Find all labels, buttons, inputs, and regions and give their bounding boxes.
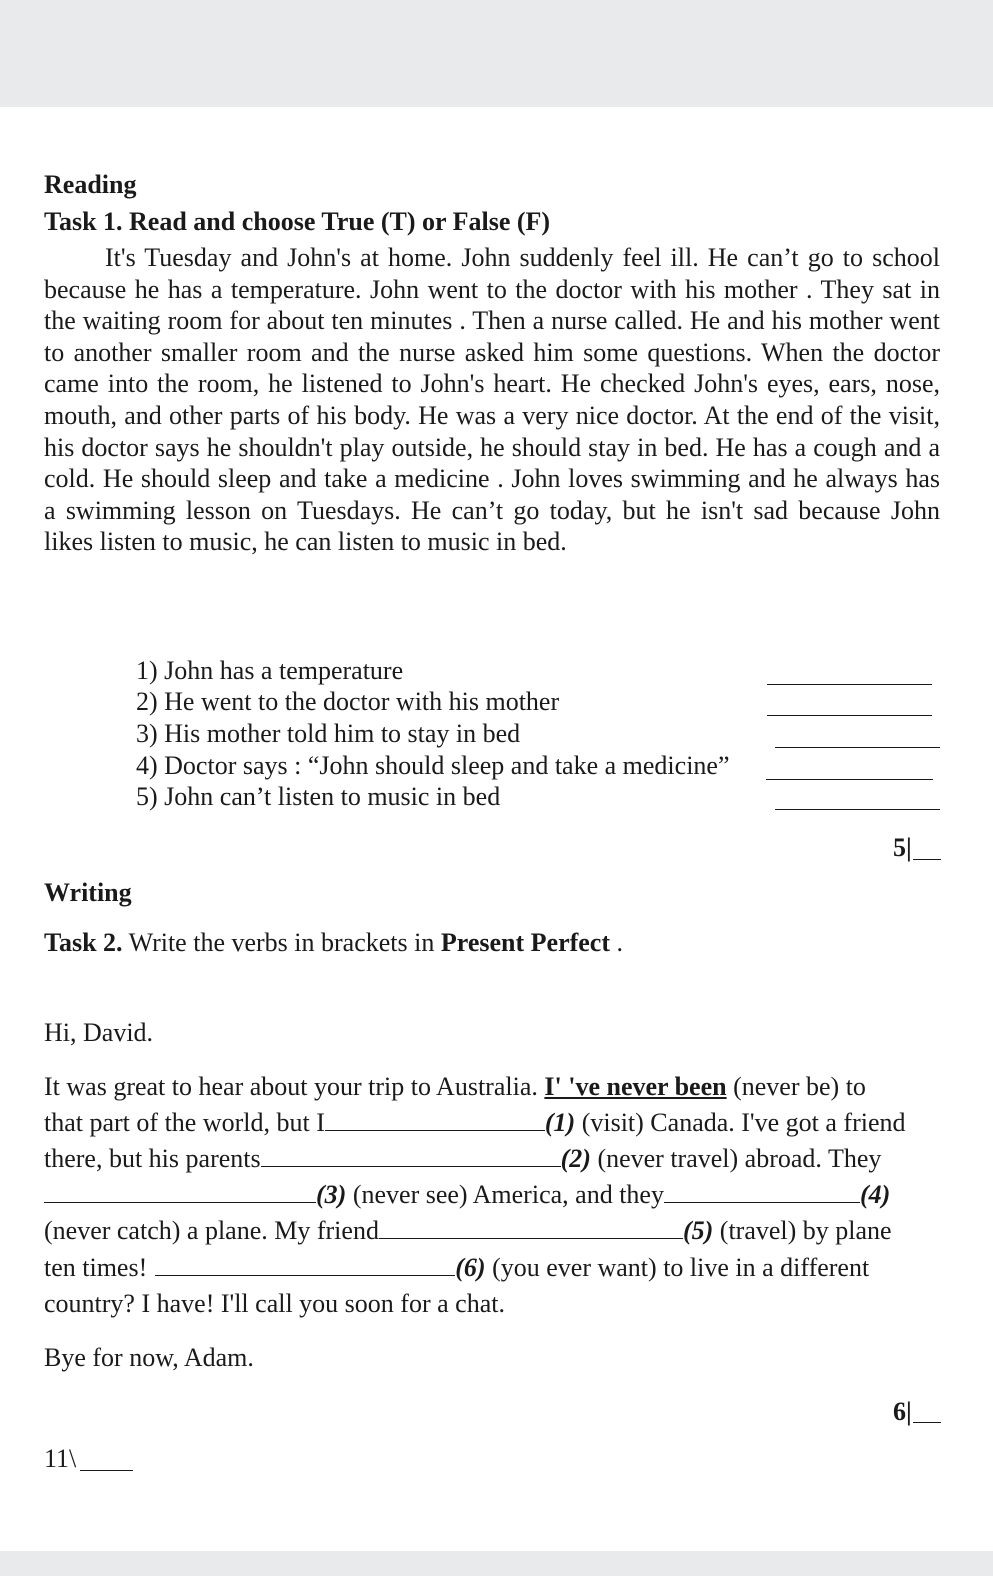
total-score-blank[interactable] xyxy=(80,1470,133,1471)
blank-number-6: (6) xyxy=(455,1253,486,1282)
letter-text: (never catch) a plane. My friend xyxy=(44,1216,379,1245)
letter-text: It was great to hear about your trip to Australia. xyxy=(44,1072,545,1101)
blank-2[interactable] xyxy=(261,1146,561,1167)
letter-text: (travel) by plane xyxy=(713,1216,892,1245)
blank-3[interactable] xyxy=(44,1182,316,1203)
task2-label: Task 2. xyxy=(44,928,123,957)
letter-text: (never travel) abroad. They xyxy=(590,1144,882,1173)
statement-1: 1) John has a temperature xyxy=(136,656,404,685)
statement-4: 4) Doctor says : “John should sleep and take a medicine” xyxy=(136,751,730,780)
writing-heading: Writing xyxy=(44,878,132,907)
blank-5[interactable] xyxy=(379,1218,683,1239)
task2-text: Write the verbs in brackets in xyxy=(122,928,441,957)
answer-line-2[interactable] xyxy=(767,715,932,716)
statement-5: 5) John can’t listen to music in bed xyxy=(136,782,501,811)
answer-line-3[interactable] xyxy=(775,747,940,748)
letter-line-1 xyxy=(44,1072,866,1102)
statement-3: 3) His mother told him to stay in bed xyxy=(136,719,521,748)
answer-line-5[interactable] xyxy=(775,809,940,810)
letter-line-7: country? I have! I'll call you soon for a chat. xyxy=(44,1289,505,1318)
answer-line-4[interactable] xyxy=(766,779,933,780)
top-toolbar-background xyxy=(0,0,993,107)
letter-text: (you ever want) to live in a different xyxy=(485,1253,870,1282)
task1-title: Task 1. Read and choose True (T) or False (F) xyxy=(44,207,551,236)
example-answer: I' 've never been xyxy=(544,1072,727,1101)
task2-instruction xyxy=(44,928,623,958)
writing-score-blank[interactable] xyxy=(913,1422,941,1423)
letter-text: that part of the world, but I xyxy=(44,1108,325,1137)
reading-score-blank[interactable] xyxy=(913,859,941,860)
reading-score: 5| xyxy=(893,833,912,862)
letter-line-2 xyxy=(44,1108,906,1138)
reading-passage: It's Tuesday and John's at home. John suddenly feel ill. He can’t go to school because he has a temperature. John went to the doctor with his mother . They sat in the waiting room for about ten minutes . Then a nurse called. He and his mother went to another smaller room and the nurse asked him some questions. When the doctor came into the room, he listened to John's heart. He checked John's eyes, ears, nose, mouth, and other parts of his body. He was a very nice doctor. At the end of the visit, his doctor says he shouldn't play outside, he should stay in bed. He has a cough and a cold. He should sleep and take a medicine . John loves swimming and he always has a swimming lesson on Tuesdays. He can’t go today, but he isn't sad because John likes listen to music, he can listen to music in bed. xyxy=(44,243,940,557)
blank-1[interactable] xyxy=(325,1110,545,1131)
blank-number-4: (4) xyxy=(859,1180,891,1209)
answer-line-1[interactable] xyxy=(767,684,932,685)
blank-4[interactable] xyxy=(664,1182,860,1203)
blank-6[interactable] xyxy=(155,1255,455,1276)
letter-line-4 xyxy=(44,1180,890,1210)
total-score: 11\ xyxy=(44,1444,77,1473)
blank-number-3: (3) xyxy=(316,1180,347,1209)
letter-line-6 xyxy=(44,1253,869,1283)
letter-line-5 xyxy=(44,1216,892,1246)
blank-number-2: (2) xyxy=(560,1144,591,1173)
writing-score: 6| xyxy=(893,1397,912,1426)
letter-text: (never be) to xyxy=(726,1072,866,1101)
blank-number-1: (1) xyxy=(544,1108,576,1137)
letter-text: ten times! xyxy=(44,1253,148,1282)
statement-2: 2) He went to the doctor with his mother xyxy=(136,687,560,716)
letter-line-3 xyxy=(44,1144,881,1174)
letter-text: (visit) Canada. I've got a friend xyxy=(575,1108,906,1137)
task2-end: . xyxy=(610,928,624,957)
letter-text: (never see) America, and they xyxy=(346,1180,664,1209)
letter-text: there, but his parents xyxy=(44,1144,261,1173)
letter-greeting: Hi, David. xyxy=(44,1018,154,1047)
letter-signoff: Bye for now, Adam. xyxy=(44,1343,254,1372)
reading-heading: Reading xyxy=(44,170,137,199)
task2-tense: Present Perfect xyxy=(440,928,611,957)
bottom-bar-background xyxy=(0,1551,993,1576)
blank-number-5: (5) xyxy=(682,1216,714,1245)
